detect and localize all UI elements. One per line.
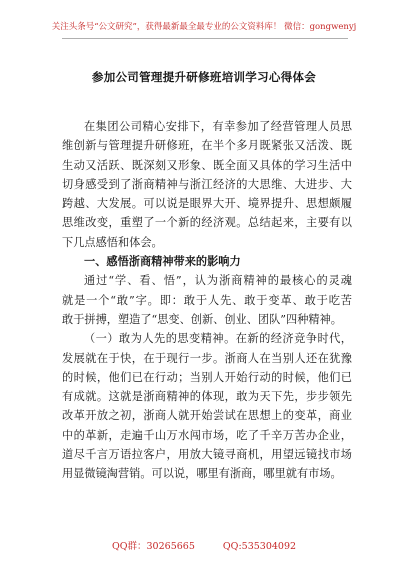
header-divider: [62, 38, 348, 39]
body-line: 的时候，他们已在行动；当别人开始行动的时候，他们已: [62, 370, 352, 384]
body-line: 敢于拼搏，塑造了“思变、创新、创业、团队”四种精神。: [62, 312, 342, 326]
document-title: 参加公司管理提升研修班培训学习心得体会: [91, 70, 317, 84]
qq-number-text: QQ:535304092: [222, 541, 297, 552]
body-line: 跨越、大发展。可以说是眼界大开、境界提升、思想颇履: [62, 197, 352, 211]
contact-footer: [0, 538, 408, 552]
body-line: 发展就在于快，在于现行一步。浙商人在当别人还在犹豫: [62, 351, 352, 365]
body-line: （一）敢为人先的思变精神。在新的经济竞争时代，: [84, 332, 352, 346]
body-line: 下几点感悟和体会。: [62, 235, 163, 249]
body-line: 维创新与管理提升研修班，在半个多月既紧张又活泼、既: [62, 139, 352, 153]
body-line: 在集团公司精心安排下，有幸参加了经营管理人员思: [84, 120, 352, 133]
promo-header: 关注头条号“公文研究”，获得最新最全最专业的公文资料库！ 微信：gongwenyj: [51, 22, 357, 32]
body-line: 通过“学、看、悟”，认为浙商精神的最核心的灵魂: [84, 274, 352, 288]
document-body: [62, 117, 352, 484]
body-line: 改革开放之初，浙商人就开始尝试在思想上的变革，商业: [62, 409, 352, 423]
qq-group-text: QQ群：30265665: [111, 541, 195, 552]
body-line: 中的革新，走遍千山万水闯市场，吃了千辛万苦办企业，: [62, 428, 352, 442]
body-line: 切身感受到了浙商精神与浙江经济的大思维、大进步、大: [62, 177, 352, 191]
section-heading: 一、感悟浙商精神带来的影响力: [84, 254, 241, 269]
body-line: 就是一个“敢”字。即：敢于人先、敢于变革、敢于吃苦: [62, 293, 352, 307]
body-line: 用显微镜淘营销。可以说，哪里有浙商，哪里就有市场。: [62, 467, 342, 481]
body-line: 思维改变，重塑了一个新的经济观。总结起来，主要有以: [62, 216, 352, 230]
body-line: 道尽千言万语拉客户，用放大镜寻商机，用望远镜找市场: [62, 448, 352, 462]
body-line: 生动又活跃、既深刻又形象、既全面又具体的学习生活中: [62, 158, 352, 172]
body-line: 有成就。这就是浙商精神的体现，敢为天下先，步步领先: [62, 390, 352, 404]
